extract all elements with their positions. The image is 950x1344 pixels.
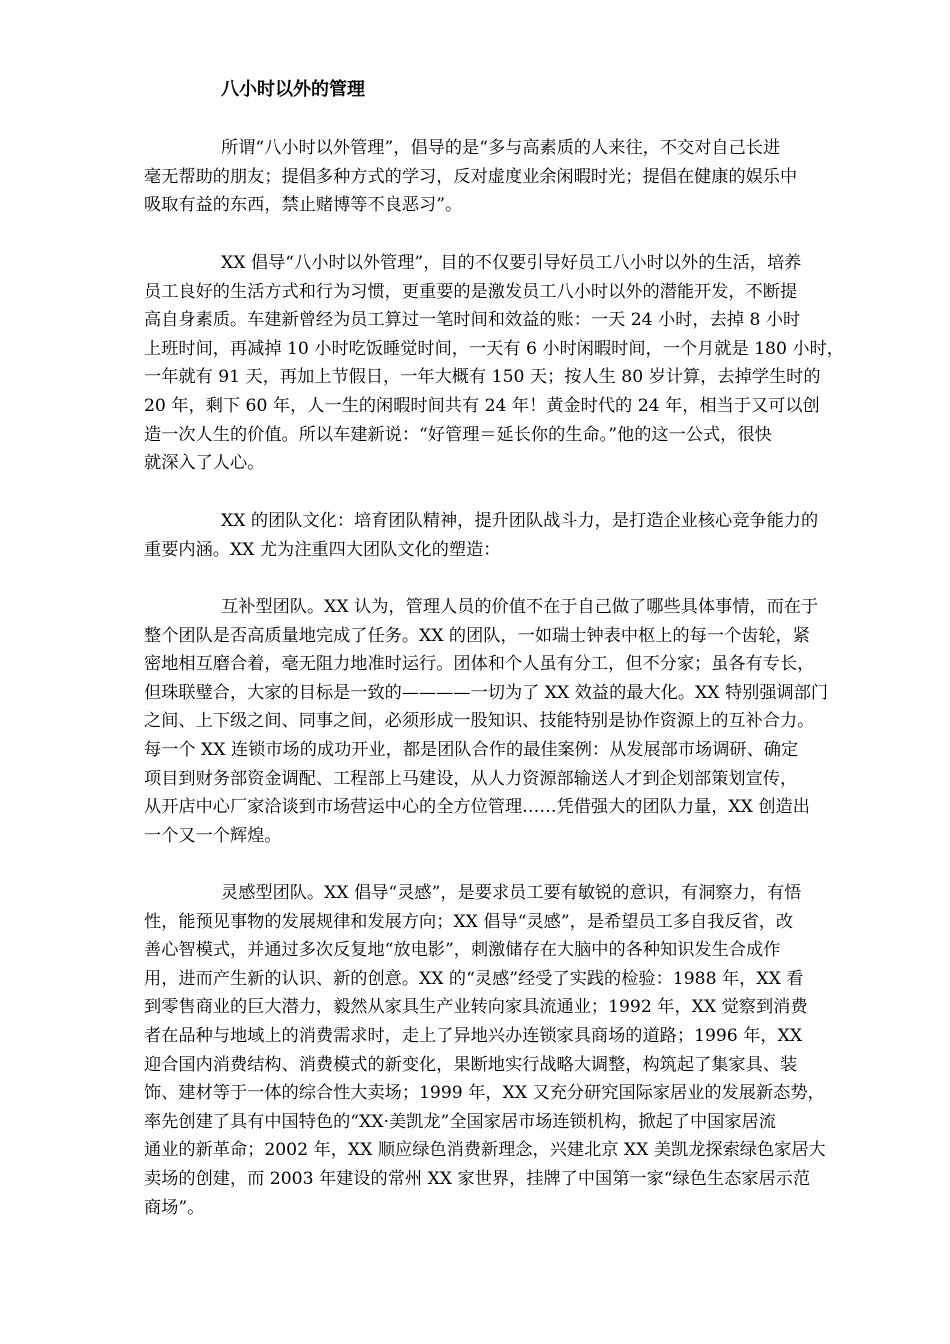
paragraph-line: 饰、建材等于一体的综合性大卖场；1999 年，XX 又充分研究国际家居业的发展新态势，	[144, 1083, 825, 1104]
paragraph-line: 毫无帮助的朋友；提倡多种方式的学习，反对虚度业余闲暇时光；提倡在健康的娱乐中	[144, 166, 798, 187]
paragraph-line: 每一个 XX 连锁市场的成功开业，都是团队合作的最佳案例：从发展部市场调研、确定	[144, 739, 799, 760]
paragraph-inspiration-team	[144, 879, 884, 1222]
paragraph-line: 卖场的创建，而 2003 年建设的常州 XX 家世界，挂牌了中国第一家“绿色生态家居示范	[144, 1168, 811, 1189]
paragraph-line: 造一次人生的价值。所以车建新说：“好管理＝延长你的生命。”他的这一公式，很快	[144, 424, 772, 445]
paragraph-line: 通业的新革命；2002 年，XX 顺应绿色消费新理念，兴建北京 XX 美凯龙探索绿色家居大	[144, 1140, 826, 1161]
paragraph-line: 迎合国内消费结构、消费模式的新变化，果断地实行战略大调整，构筑起了集家具、装	[144, 1054, 798, 1075]
paragraph-line: 所谓“八小时以外管理”，倡导的是“多与高素质的人来往，不交对自己长进	[221, 138, 781, 158]
paragraph-line: 一个又一个辉煌。	[144, 825, 282, 846]
paragraph-line: 率先创建了具有中国特色的“XX·美凯龙”全国家居市场连锁机构，掀起了中国家居流	[144, 1111, 776, 1132]
paragraph-line: 者在品种与地域上的消费需求时，走上了异地兴办连锁家具商场的道路；1996 年，XX	[144, 1025, 803, 1046]
paragraph-line: 高自身素质。车建新曾经为员工算过一笔时间和效益的账：一天 24 小时，去掉 8 小时	[144, 310, 801, 331]
paragraph-line: 灵感型团队。XX 倡导“灵感”，是要求员工要有敏锐的意识，有洞察力，有悟	[221, 883, 802, 903]
paragraph-line: 密地相互磨合着，毫无阻力地准时运行。团体和个人虽有分工，但不分家；虽各有专长，	[144, 654, 815, 675]
paragraph-line: XX 的团队文化：培育团队精神，提升团队战斗力，是打造企业核心竞争能力的	[221, 511, 819, 531]
paragraph-time-benefit	[144, 249, 884, 478]
paragraph-line: 20 年，剩下 60 年，人一生的闲暇时间共有 24 年！黄金时代的 24 年，相当于又可以创	[144, 395, 820, 416]
paragraph-line: 吸取有益的东西，禁止赌博等不良恶习”。	[144, 195, 463, 216]
paragraph-line: 善心智模式，并通过多次反复地“放电影”，刺激储存在大脑中的各种知识发生合成作	[144, 940, 781, 961]
paragraph-line: 之间、上下级之间、同事之间，必须形成一股知识、技能特别是协作资源上的互补合力。	[144, 711, 815, 732]
paragraph-line: 到零售商业的巨大潜力，毅然从家具生产业转向家具流通业；1992 年，XX 觉察到消费	[144, 997, 808, 1018]
paragraph-intro	[144, 134, 884, 220]
paragraph-line: 重要内涵。XX 尤为注重四大团队文化的塑造：	[144, 539, 501, 560]
paragraph-line: 性，能预见事物的发展规律和发展方向；XX 倡导“灵感”，是希望员工多自我反省，改	[144, 911, 794, 932]
paragraph-line: 互补型团队。XX 认为，管理人员的价值不在于自己做了哪些具体事情，而在于	[221, 597, 819, 617]
paragraph-team-culture	[144, 507, 884, 564]
paragraph-complementary-team	[144, 593, 884, 850]
paragraph-line: 一年就有 91 天，再加上节假日，一年大概有 150 天；按人生 80 岁计算，去掉学生时的	[144, 367, 821, 388]
paragraph-line: 但珠联璧合，大家的目标是一致的————一切为了 XX 效益的最大化。XX 特别强调部门	[144, 682, 829, 703]
paragraph-line: 商场”。	[144, 1197, 205, 1218]
paragraph-line: 上班时间，再减掉 10 小时吃饭睡觉时间，一天有 6 小时闲暇时间，一个月就是 180 小时，	[144, 338, 844, 359]
paragraph-line: XX 倡导“八小时以外管理”，目的不仅要引导好员工八小时以外的生活，培养	[221, 253, 802, 273]
paragraph-line: 员工良好的生活方式和行为习惯，更重要的是激发员工八小时以外的潜能开发，不断提	[144, 281, 798, 302]
paragraph-line: 项目到财务部资金调配、工程部上马建设，从人力资源部输送人才到企划部策划宣传，	[144, 768, 798, 789]
document-title: 八小时以外的管理	[221, 79, 365, 100]
paragraph-line: 用，进而产生新的认识、新的创意。XX 的“灵感”经受了实践的检验：1988 年，XX 看	[144, 968, 804, 989]
paragraph-line: 整个团队是否高质量地完成了任务。XX 的团队，一如瑞士钟表中枢上的每一个齿轮，紧	[144, 625, 810, 646]
paragraph-line: 就深入了人心。	[144, 453, 265, 474]
paragraph-line: 从开店中心厂家洽谈到市场营运中心的全方位管理……凭借强大的团队力量，XX 创造出	[144, 797, 810, 818]
